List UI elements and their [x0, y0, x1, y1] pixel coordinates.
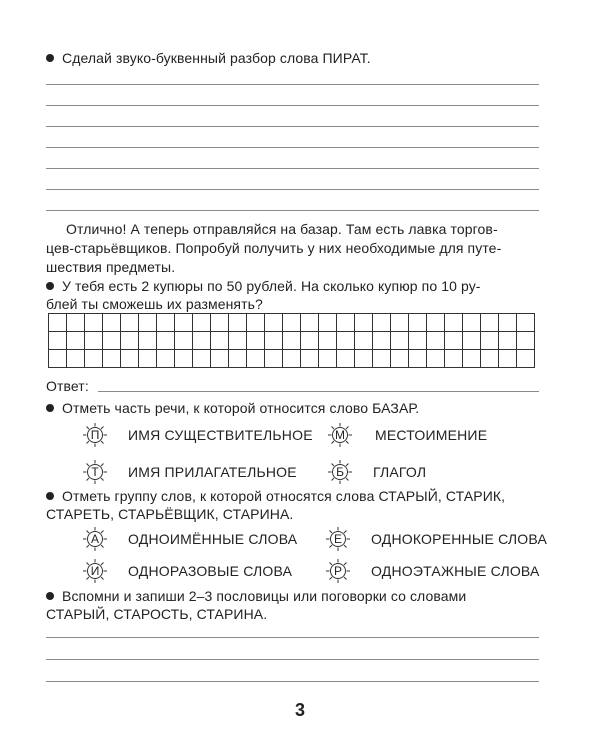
task2-line-2: блей ты сможешь их разменять?: [46, 296, 263, 312]
option-letter: И: [90, 564, 100, 578]
option-marker-sun[interactable]: [325, 526, 351, 552]
writing-line[interactable]: [46, 681, 539, 682]
option-marker-sun[interactable]: [82, 526, 108, 552]
option-label: ОДНОИМЁННЫЕ СЛОВА: [128, 531, 298, 547]
option-letter: М: [335, 428, 345, 442]
writing-line[interactable]: [46, 189, 539, 190]
calculation-grid[interactable]: [48, 313, 534, 367]
task2-line-1: [46, 276, 481, 296]
writing-line[interactable]: [46, 659, 539, 660]
option-letter: П: [90, 428, 100, 442]
option-label: ГЛАГОЛ: [373, 464, 427, 480]
task1-word: ПИРАТ.: [322, 50, 371, 66]
writing-line[interactable]: [46, 637, 539, 638]
option-label: ОДНОКОРЕННЫЕ СЛОВА: [371, 531, 548, 547]
writing-line[interactable]: [46, 147, 539, 148]
option-letter: А: [90, 532, 99, 546]
intro-line-2: цев-старьёвщиков. Попробуй получить у них необходимые для путе-: [46, 240, 502, 256]
option-marker-sun[interactable]: [82, 558, 108, 584]
task5-line-1-text: Вспомни и запиши 2–3 пословицы или поговорки со словами: [62, 588, 467, 604]
task3-question: [46, 398, 419, 418]
option-marker-sun[interactable]: [82, 459, 108, 485]
option-letter: Б: [336, 465, 344, 479]
task3-question-text: Отметь часть речи, к которой относится слово БАЗАР.: [62, 400, 420, 416]
writing-line[interactable]: [46, 168, 539, 169]
option-label: ОДНОЭТАЖНЫЕ СЛОВА: [371, 563, 540, 579]
option-marker-sun[interactable]: [325, 558, 351, 584]
task1-prefix: Сделай звуко-буквенный разбор слова: [62, 50, 323, 66]
intro-line-1: Отлично! А теперь отправляйся на базар. Там есть лавка торгов-: [66, 221, 498, 237]
writing-line[interactable]: [46, 84, 539, 85]
option-marker-sun[interactable]: [327, 459, 353, 485]
page-number: 3: [294, 700, 305, 720]
task1-text: [46, 48, 371, 68]
task4-line-2: СТАРЕТЬ, СТАРЬЁВЩИК, СТАРИНА.: [46, 506, 294, 522]
option-letter: Р: [333, 564, 342, 578]
task4-line-1-text: Отметь группу слов, к которой относятся слова СТАРЫЙ, СТАРИК,: [62, 488, 506, 504]
writing-line[interactable]: [46, 105, 539, 106]
option-label: МЕСТОИМЕНИЕ: [375, 427, 488, 443]
answer-line[interactable]: [98, 391, 539, 392]
option-letter: Т: [91, 465, 99, 479]
answer-label: Ответ:: [46, 378, 89, 394]
option-marker-sun[interactable]: [327, 422, 353, 448]
writing-line[interactable]: [46, 210, 539, 211]
option-marker-sun[interactable]: [82, 422, 108, 448]
task5-line-2: СТАРЫЙ, СТАРОСТЬ, СТАРИНА.: [46, 606, 268, 622]
task4-line-1: [46, 486, 505, 506]
option-letter: Е: [333, 532, 342, 546]
task2-line-1-text: У тебя есть 2 купюры по 50 рублей. На сколько купюр по 10 ру-: [62, 278, 481, 294]
option-label: ИМЯ ПРИЛАГАТЕЛЬНОЕ: [128, 464, 297, 480]
option-label: ИМЯ СУЩЕСТВИТЕЛЬНОЕ: [128, 427, 313, 443]
intro-line-3: шествия предметы.: [46, 259, 176, 275]
writing-line[interactable]: [46, 126, 539, 127]
option-label: ОДНОРАЗОВЫЕ СЛОВА: [128, 563, 293, 579]
task5-line-1: [46, 586, 466, 606]
